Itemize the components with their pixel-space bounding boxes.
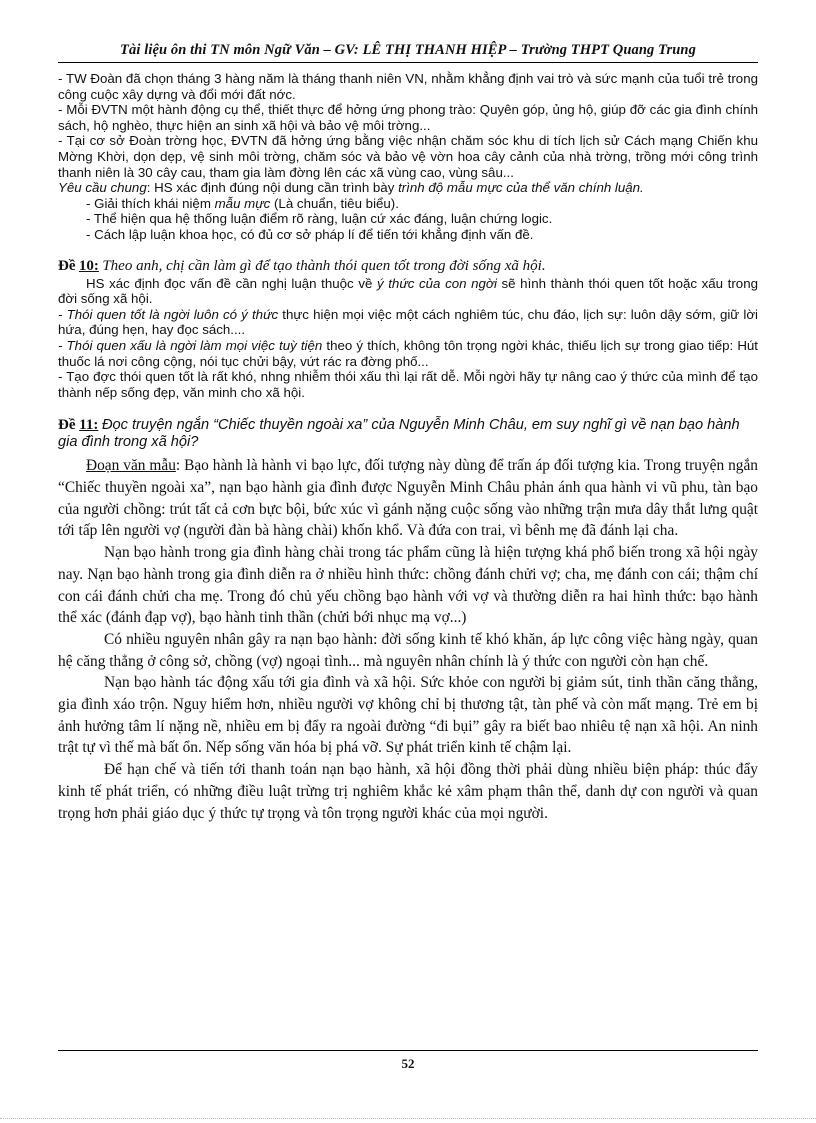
question-number: 10: <box>78 257 99 274</box>
paragraph: - Mỗi ĐVTN một hành động cụ thể, thiết thực để hởng ứng phong trào: Quyên góp, ủng hộ, giúp đỡ các gia đình chính sách, hộ nghèo, thực hiện an sinh xã hội và bảo vệ môi trờng... <box>58 102 758 133</box>
page-header: Tài liệu ôn thi TN môn Ngữ Văn – GV: LÊ THỊ THANH HIỆP – Trường THPT Quang Trung <box>58 42 758 63</box>
page-number: 52 <box>58 1050 758 1072</box>
text: sẽ hình thành thói quen tốt hoặc xấu trong đời sống xã hội. <box>58 275 758 307</box>
question-number: 11: <box>79 417 99 434</box>
question-text: Đọc truyện ngắn “Chiếc thuyền ngoài xa” của Nguyễn Minh Châu, em suy nghĩ gì về nạn bạo hành gia đình trong xã hội? <box>58 417 740 451</box>
italic-text: - Thói quen tốt là ngời luôn có ý thức <box>58 306 279 322</box>
bullet-italic: mẫu mực <box>214 195 271 211</box>
question-text: Theo anh, chị cần làm gì để tạo thành thói quen tốt trong đời sống xã hội. <box>102 257 546 274</box>
text: : Bạo hành là hành vi bạo lực, đối tượng này dùng để trấn áp đối tượng kia. Trong truyện ngắn “Chiếc thuyền ngoài xa”, nạn bạo hành gia đình được Nguyễn Minh Châu phản ánh qua hành vi vũ phu, tàn bạo của người chồng: trút tất cả cơn bực bội, bức xúc vì gánh nặng cuộc sống vào những trận mưa dây thắt lưng quật tới tấp lên người vợ (người đàn bà hàng chài) khốn khổ. Và đứa con trai, vì bênh mẹ đã đánh lại cha. <box>58 457 758 540</box>
question-10-title <box>58 258 758 274</box>
paragraph: Nạn bạo hành tác động xấu tới gia đình và xã hội. Sức khỏe con người bị giảm sút, tinh thần căng thẳng, gia đình xáo trộn. Nguy hiểm hơn, nhiều người vợ không chỉ bị thương tật, tàn phế và còn mất mạng. Trẻ em bị ảnh hưởng tâm lí nặng nề, nhiều em bị đẩy ra ngoài đường “đi bụi” gây ra biết bao nhiêu tệ nạn xã hội. An ninh trật tự vì thế mà bất ổn. Nếp sống văn hóa bị phá vỡ. Sự phát triển kinh tế chậm lại. <box>58 674 758 757</box>
paragraph: - Tại cơ sở Đoàn trờng học, ĐVTN đã hởng ứng bằng việc nhận chăm sóc khu di tích lịch sử Cách mạng Chiến khu Mờng Khời, dọn dẹp, vệ sinh môi trờng, chăm sóc và bảo vệ vờn hoa cây cảnh của nhà trờng, trồng mới công trình thanh niên là 30 cây cau, tham gia làm đờng lên các xã vùng cao, vùng sâu... <box>58 133 758 180</box>
sample-label: Đoạn văn mẫu <box>86 457 176 475</box>
paragraph <box>58 338 758 369</box>
bullet: - Thể hiện qua hệ thống luận điểm rõ ràng, luận cứ xác đáng, luận chứng logic. <box>86 211 553 227</box>
question-10 <box>58 258 758 401</box>
bullet-text: - Giải thích khái niệm <box>86 195 215 211</box>
requirement <box>58 180 758 196</box>
sample-essay <box>58 455 758 824</box>
requirement-italic: trình độ mẫu mực của thể văn chính luận. <box>398 180 644 196</box>
italic-text: ý thức của con ngời <box>376 275 497 291</box>
paragraph: Nạn bạo hành trong gia đình hàng chài trong tác phẩm cũng là hiện tượng khá phổ biến trong xã hội ngày nay. Nạn bạo hành trong gia đình diễn ra ở nhiều hình thức: chồng đánh chửi vợ; cha, mẹ đánh con cái; thậm chí con cái đánh chửi cha mẹ. Trong đó chủ yếu chồng bạo hành với vợ và thường diễn ra hai hình thức: bạo hành thể xác (đánh đạp vợ), bạo hành tinh thần (chửi bới nhục mạ vợ...) <box>58 544 758 627</box>
paragraph: - TW Đoàn đã chọn tháng 3 hàng năm là tháng thanh niên VN, nhằm khẳng định vai trò và sức mạnh của tuổi trẻ trong công cuộc xây dựng và đổi mới đất nớc. <box>58 71 758 102</box>
text: thực hiện mọi việc một cách nghiêm túc, chu đáo, lịch sự: luôn dậy sớm, giữ lời hứa, đúng hẹn, hay đọc sách.... <box>58 306 758 338</box>
paragraph: - Tạo đợc thói quen tốt là rất khó, nhng nhiễm thói xấu thì lại rất dễ. Mỗi ngời hãy tự nâng cao ý thức của mình để tạo thành nếp sống đẹp, văn minh cho xã hội. <box>58 369 758 400</box>
paragraph <box>58 307 758 338</box>
bullet: - Cách lập luận khoa học, có đủ cơ sở pháp lí để tiến tới khẳng định vấn đề. <box>86 226 534 242</box>
page <box>58 42 758 824</box>
question-10-answer <box>58 276 758 401</box>
bullet <box>58 196 758 212</box>
italic-text: - Thói quen xấu là ngời làm mọi việc tuỳ tiện <box>58 337 323 353</box>
section-de9-answer <box>58 71 758 243</box>
text: theo ý thích, không tôn trọng ngời khác, thiếu lịch sự trong giao tiếp: Hút thuốc lá nơi công cộng, nói tục chửi bậy, vứt rác ra đờng phố... <box>58 337 759 369</box>
requirement-text: : HS xác định đúng nội dung cần trình bày <box>146 180 399 196</box>
page-edge-divider <box>0 1118 816 1119</box>
requirement-label: Yêu cầu chung <box>58 180 147 196</box>
paragraph: Để hạn chế và tiến tới thanh toán nạn bạo hành, xã hội đồng thời phải dùng nhiều biện pháp: thúc đẩy kinh tế phát triển, có những điều luật trừng trị nghiêm khắc kẻ xâm phạm thân thể, danh dự con người và quan trọng hơn phải giáo dục ý thức tự trọng và tôn trọng người khác của mọi người. <box>58 761 758 822</box>
question-label: Đề <box>58 257 76 274</box>
question-label: Đề <box>58 417 76 434</box>
question-11-title <box>58 417 758 451</box>
question-11 <box>58 417 758 824</box>
text: HS xác định đọc vấn đề cần nghị luận thuộc về <box>86 275 377 291</box>
paragraph <box>58 455 758 542</box>
bullet-text: (Là chuẩn, tiêu biểu). <box>270 195 399 211</box>
paragraph: Có nhiều nguyên nhân gây ra nạn bạo hành: đời sống kinh tế khó khăn, áp lực công việc hàng ngày, quan hệ căng thẳng ở công sở, chồng (vợ) ngoại tình... mà nguyên nhân chính là ý thức con người còn hạn chế. <box>58 630 758 670</box>
paragraph <box>58 276 758 307</box>
